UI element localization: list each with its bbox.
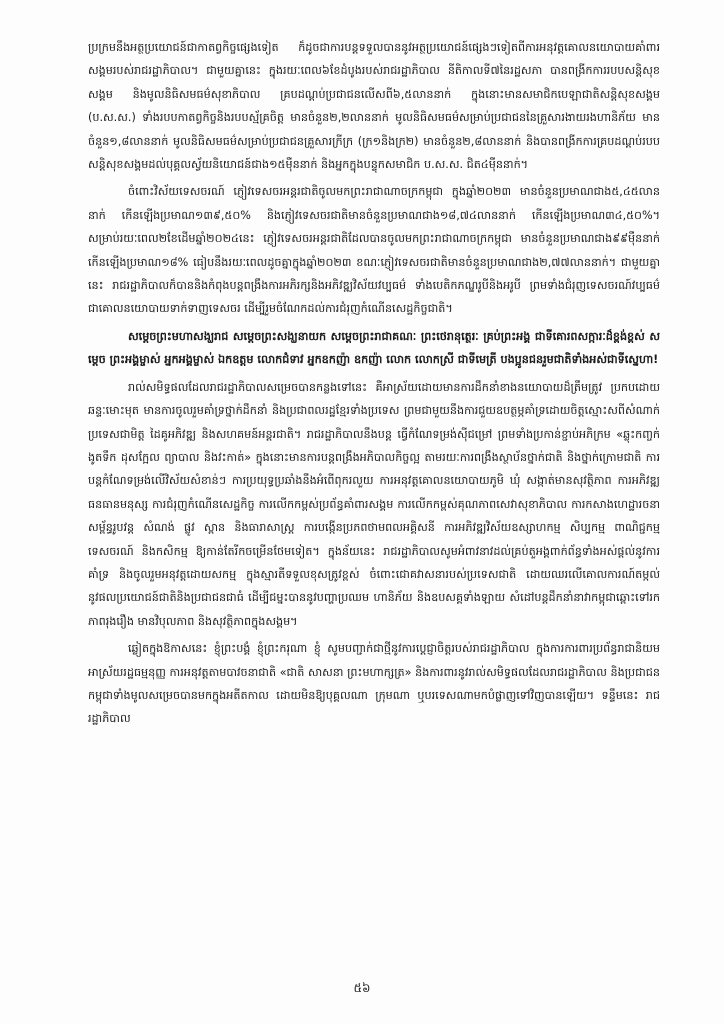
paragraph-commitment: ឆ្លៀតក្នុងឱកាសនេះ ខ្ញុំព្រះបង្គំ ខ្ញុំព្រះករុណា ខ្ញុំ សូមបញ្ជាក់ជាថ្មីនូវការប្តេជ្ញាចិត្តរបស់រាជរដ្ឋាភិបាល ក្នុងការការពារប្រព័ន្ធរាជានិយមអាស្រ័យរដ្ឋធម្មនុញ្ញ ការអនុវត្តតាមបាវចនាជាតិ «ជាតិ សាសនា ព្រះមហាក្សត្រ» និងការពារនូវរាល់សមិទ្ធផលដែលរាជរដ្ឋាភិបាល និងប្រជាជនកម្ពុជាទាំងមូលសម្រេចបានមកក្នុងអតីតកាល ដោយមិនឱ្យបុគ្គលណា ក្រុមណា ឬបរទេសណាមកបំផ្លាញទៅវិញបានឡើយ។ ទន្ទឹមនេះ រាជរដ្ឋាភិបាល <box>88 642 660 726</box>
paragraph-social-protection: ប្រក្រមនឹងអត្ថប្រយោជន៍ជាកាតព្វកិច្ចផ្សេងទៀត ក៏ដូចជាការបន្តទទួលបាននូវអត្ថប្រយោជន៍ផ្សេងៗទៀតពីការអនុវត្តគោលនយោបាយគាំពារសង្គមរបស់រាជរដ្ឋាភិបាល។ ជាមួយគ្នានេះ ក្នុងរយៈពេល៦ខែដំបូងរបស់រាជរដ្ឋាភិបាល នីតិកាលទី៧នៃរដ្ឋសភា បានពង្រីកការរបបសន្តិសុខសង្គម និងមូលនិធិសមធម៌សុខាភិបាល គ្របដណ្តប់ប្រជាជនលើសពី៦,៥លាននាក់ ក្នុងនោះមានសមាជិកបេឡាជាតិសន្តិសុខសង្គម (ប.ស.ស.) ទាំងរបបកាតព្វកិច្ចនិងរបបស្ម័គ្រចិត្ត មានចំនួន២,២លាននាក់ មូលនិធិសមធម៌សម្រាប់ប្រជាជននៃគ្រួសារងាយរងហានិភ័យ មានចំនួន១,៨លាននាក់ មូលនិធិសមធម៌សម្រាប់ប្រជាជនគ្រួសារក្រីក្រ (ក្រ១និងក្រ២) មានចំនួន២,៨លាននាក់ និងបានពង្រីកការគ្របដណ្តប់របបសន្តិសុខសង្គមដល់បុគ្គលស្វ័យនិយោជន៍ជាង១៥ម៉ឺននាក់ និងអ្នកក្នុងបន្ទុកសមាជិក ប.ស.ស. ជិត៤ម៉ឺននាក់។ <box>88 41 660 172</box>
paragraph-salutation: សម្តេចព្រះមហាសង្ឃរាជ សម្តេចព្រះសង្ឃនាយក សម្តេចព្រះរាជាគណៈ ព្រះថេរានុត្ថេរៈ គ្រប់ព្រះអង្គ ជាទីគោរពសក្ការៈដ៏ខ្ពង់ខ្ពស់ សម្តេច ព្រះអង្គម្ចាស់ អ្នកអង្គម្ចាស់ ឯកឧត្តម លោកជំទាវ អ្នកឧកញ៉ា ឧកញ៉ា លោក លោកស្រី ជាទីមេត្រី បងប្អូនជនរួមជាតិទាំងអស់ជាទីស្នេហា! <box>88 329 660 367</box>
page-number: ៥៦ <box>353 981 371 995</box>
paragraph-tourism: ចំពោះវិស័យទេសចរណ៍ ភ្ញៀវទេសចរអន្តរជាតិចូលមកព្រះរាជាណាចក្រកម្ពុជា ក្នុងឆ្នាំ២០២៣ មានចំនួនប្រមាណជាង៥,៤៥លាននាក់ កើនឡើងប្រមាណ១៣៩,៥០% និងភ្ញៀវទេសចរជាតិមានចំនួនប្រមាណជាង១៨,៧៤លាននាក់ កើនឡើងប្រមាណ៣៤,៥០%។ សម្រាប់រយៈពេល២ខែដើមឆ្នាំ២០២៤នេះ ភ្ញៀវទេសចរអន្តរជាតិដែលបានចូលមកព្រះរាជាណាចក្រកម្ពុជា មានចំនួនប្រមាណជាង៩៩ម៉ឺននាក់ កើនឡើងប្រមាណ១៨% ធៀបនឹងរយៈពេលដូចគ្នាក្នុងឆ្នាំ២០២៣ ខណៈភ្ញៀវទេសចរជាតិមានចំនួនប្រមាណជាង២,៧៧លាននាក់។ ជាមួយគ្នានេះ រាជរដ្ឋាភិបាលក៏បាននិងកំពុងបន្តពង្រឹងការអភិរក្សនិងអភិវឌ្ឍវិស័យវប្បធម៌ ទាំងបេតិកភណ្ឌរូបីនិងអរូបី ព្រមទាំងជំរុញទេសចរណ៍វប្បធម៌ជាគោលនយោបាយទាក់ទាញទេសចរ ដើម្បីរួមចំណែកដល់ការជំរុញកំណើនសេដ្ឋកិច្ចជាតិ។ <box>88 185 660 316</box>
paragraph-achievements: រាល់សមិទ្ធផលដែលរាជរដ្ឋាភិបាលសម្រេចបានកន្លងទៅនេះ គឺអាស្រ័យដោយមានការដឹកនាំខាងនយោបាយដ៏ត្រឹមត្រូវ ប្រកបដោយឆន្ទៈមោះមុត មានការចូលរួមគាំទ្រថ្នាក់ដឹកនាំ និងប្រជាពលរដ្ឋខ្មែរទាំងប្រទេស ព្រមជាមួយនឹងការជួយឧបត្ថម្ភគាំទ្រដោយចិត្តស្មោះសពីសំណាក់ប្រទេសជាមិត្ត ដៃគូអភិវឌ្ឍ និងសហគមន៍អន្តរជាតិ។ រាជរដ្ឋាភិបាលនឹងបន្ត ធ្វើកំណែទម្រង់ស៊ីជម្រៅ ព្រមទាំងប្រកាន់ខ្ជាប់អភិក្រម «ឆ្លុះកញ្ចក់ ងូតទឹក ដុសក្អែល ព្យាបាល និងវះកាត់» ក្នុងនោះមានការបន្តពង្រឹងអភិបាលកិច្ចល្អ តាមរយៈការពង្រឹងស្ថាប័នថ្នាក់ជាតិ និងថ្នាក់ក្រោមជាតិ ការបន្តកំណែទម្រង់លើវិស័យសំខាន់ៗ ការប្រយុទ្ធប្រឆាំងនឹងអំពើពុករលួយ ការអនុវត្តគោលនយោបាយភូមិ ឃុំ សង្កាត់មានសុវត្ថិភាព ការអភិវឌ្ឍធនធានមនុស្ស ការជំរុញកំណើនសេដ្ឋកិច្ច ការលើកកម្ពស់ប្រព័ន្ធគាំពារសង្គម ការលើកកម្ពស់គុណភាពសេវាសុខាភិបាល ការកសាងហេដ្ឋារចនាសម្ព័ន្ធរូបវន្ត សំណង់ ផ្លូវ ស្ពាន និងធារាសាស្ត្រ ការបង្កើនប្រភពថាមពលអគ្គិសនី ការអភិវឌ្ឍវិស័យឧស្សាហកម្ម សិប្បកម្ម ពាណិជ្ជកម្ម ទេសចរណ៍ និងកសិកម្ម ឱ្យកាន់តែរីកចម្រើនថែមទៀត។ ក្នុងន័យនេះ រាជរដ្ឋាភិបាលសូមអំពាវនាវដល់គ្រប់តួអង្គពាក់ព័ន្ធទាំងអស់ផ្តល់នូវការគាំទ្រ និងចូលរួមអនុវត្តដោយសកម្ម ក្នុងស្មារតីទទួលខុសត្រូវខ្ពស់ ចំពោះជោគវាសនារបស់ប្រទេសជាតិ ដោយឈរលើគោលការណ៍តម្កល់នូវផលប្រយោជន៍ជាតិនិងប្រជាជនជាធំ ដើម្បីជម្នះបាននូវបញ្ហាប្រឈម ហានិភ័យ និងឧបសគ្គទាំងឡាយ សំដៅបន្តដឹកនាំនាវាកម្ពុជាឆ្ពោះទៅរកភាពរុងរឿង មានវិបុលភាព និងសុវត្ថិភាពក្នុងសង្គម។ <box>88 380 660 628</box>
document-body <box>88 36 660 735</box>
